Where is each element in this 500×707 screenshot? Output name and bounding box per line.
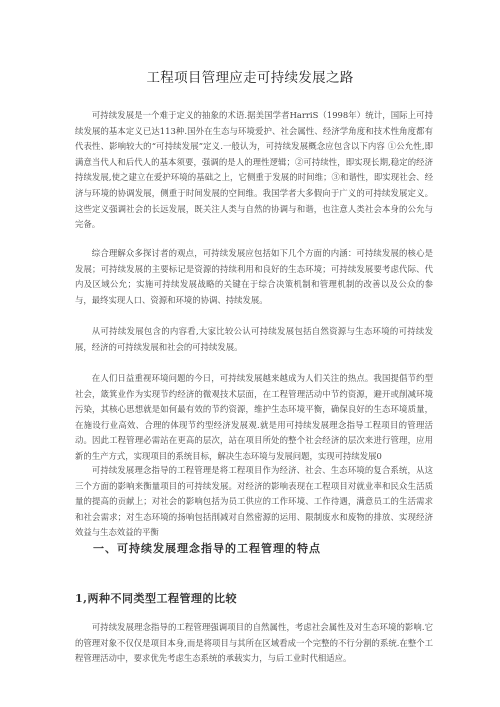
subsection-heading: 1,两种不同类型工程管理的比较 — [75, 592, 237, 605]
paragraph-hotspot: 在人们日益重视环境问题的今日，可持续发展越来越成为人们关注的热点。我国提倡节约型社会，箴箕业作为实现节约经济的微观技术层面，在工程管理活动中节约资源，避开或削减环境污染，其核心思想就是如何最有效的节约资源，维护生态环境平衡，确保良好的生态环境质量，在施设行业高效、合理的体现节约型经济发展观.就是用可持续发展理念指导工程项目的管理活动。因此工程管理必需站在更高的层次，站在项目所处的整个社会经济的层次来进行管理，应用新的生产方式，实现项目的系统目标，解决生态环境与发展问题，实现可持续发展0 — [75, 373, 433, 461]
document-title: 工程项目管理应走可持续发展之路 — [146, 70, 354, 86]
paragraph-composite-system: 可持续发展理念指导的工程管理是将工程项目作为经济、社会、生态环境的复合系统，从这三个方面的影响来衡量项目的可持续发展。对经济的影响表现在工程项目对就业率和民众生活质量的提高的贡献上；对社会的影响包括为员工供应的工作环境、工作待遇，满意员工的生活需求和社会需求；对生态环境的扬响包括削减对自然密源的运用、限制废水和废物的排放、实现经济效益与生态效益的平衡 — [75, 465, 433, 538]
paragraph-comparison: 可持续发展理念指导的工程管理强调项目的自然属性，考虑社会属性及对生态环境的影响.它的管理对象不仅仅是项目本身,而是将项目与其所在区域看成一个完整的不行分割的系统.在整个工程管理活动中，要求优先考虑生态系统的承载实力，与后工业时代相适应。 — [75, 622, 433, 664]
paragraph-connotation: 综合理解众多探讨者的观点，可持续发展应包括如下几个方面的内涵：可持续发展的核心是发展；可持续发展的主要标记是资源的持续利用和良好的生态环境；可持续发展要考虑代际、代内及区域公允；实施可持续发展战略的关键在于综合决策机制和管理机制的改善以及公众的参与，最终实现人口、资源和环境的协调、持续发展。 — [75, 248, 433, 305]
paragraph-content: 从可持续发展包含的内容看,大家比较公认可持续发展包括自然资源与生态环境的可持续发展，经济的可持续发展和社会的可持续发展。 — [75, 326, 433, 352]
section-heading: 一、可持续发展理念指导的工程管理的特点 — [93, 542, 321, 555]
paragraph-definition: 可持续发展是一个难于定义的抽象的术语.据美国学者HarriS（1998年）统计，国际上可持续发展的基本定义已达113种.国外在生态与环境爱护、社会属性、经济学角度和技术性角度都有代表性、影响较大的“可持续发展”定义.一般认为，可持续发展概念应包含以下内容 ①公允性,即满意当代人和后代人的基本须要，强调的是人的理性逻辑；②可持续性，即实现长期,稳定的经济持续发展,使之建立在爱护环境的基础之上，它侧重于发展的时间维；③和谐性，即实现社会、经济与环境的协调发展，侧重于时间发展的空间维。我国学者大多假向于广义的可持续发展定义。这些定义强调社会的长远发展，既关注人类与自然的协调与和谐，也注意人类社会本身的公允与完备。 — [75, 110, 433, 230]
